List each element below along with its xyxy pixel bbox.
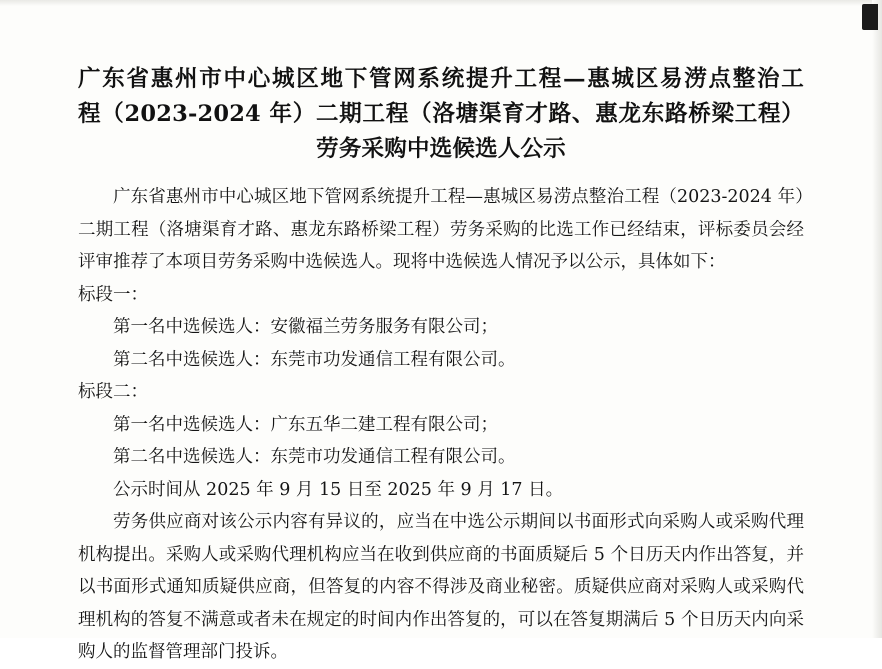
title-line-2: 程（2023-2024 年）二期工程（洛塘渠育才路、惠龙东路桥梁工程）: [78, 101, 804, 127]
document-body: [78, 181, 804, 669]
document-content: [78, 62, 804, 669]
paragraph-objection-procedure: 劳务供应商对该公示内容有异议的，应当在中选公示期间以书面形式向采购人或采购代理机构提出。采购人或采购代理机构应当在收到供应商的书面质疑后 5 个日历天内作出答复，并以书面形式通知质疑供应商，但答复的内容不得涉及商业秘密。质疑供应商对采购人或采购代理机构的答复不满意或者未在规定的时间内作出答复的，可以在答复期满后 5 个日历天内向采购人的监督管理部门投诉。: [78, 512, 804, 662]
scan-edge-top: [0, 0, 882, 6]
announcement-period: 公示时间从 2025 年 9 月 15 日至 2025 年 9 月 17 日。: [113, 479, 564, 500]
section-heading-lot-1: 标段一：: [78, 284, 148, 305]
lot1-candidate-first: 第一名中选候选人：安徽福兰劳务服务有限公司；: [113, 317, 498, 337]
scan-corner-mark: [862, 4, 878, 30]
title-line-3: 劳务采购中选候选人公示: [316, 136, 566, 162]
lot1-candidate-second: 第二名中选候选人：东莞市功发通信工程有限公司。: [113, 349, 516, 370]
document-title: [78, 62, 804, 167]
title-line-1: 广东省惠州市中心城区地下管网系统提升工程—惠城区易涝点整治工: [78, 66, 804, 92]
paragraph-intro: 广东省惠州市中心城区地下管网系统提升工程—惠城区易涝点整治工程（2023-2024 年）二期工程（洛塘渠育才路、惠龙东路桥梁工程）劳务采购的比选工作已经结束，评标委员会经评审推荐了本项目劳务采购中选候选人。现将中选候选人情况予以公示，具体如下：: [78, 187, 804, 272]
lot2-candidate-first: 第一名中选候选人：广东五华二建工程有限公司；: [113, 414, 498, 435]
scan-edge-right: [872, 0, 882, 638]
lot2-candidate-second: 第二名中选候选人：东莞市功发通信工程有限公司。: [113, 447, 516, 467]
section-heading-lot-2: 标段二：: [78, 382, 148, 402]
